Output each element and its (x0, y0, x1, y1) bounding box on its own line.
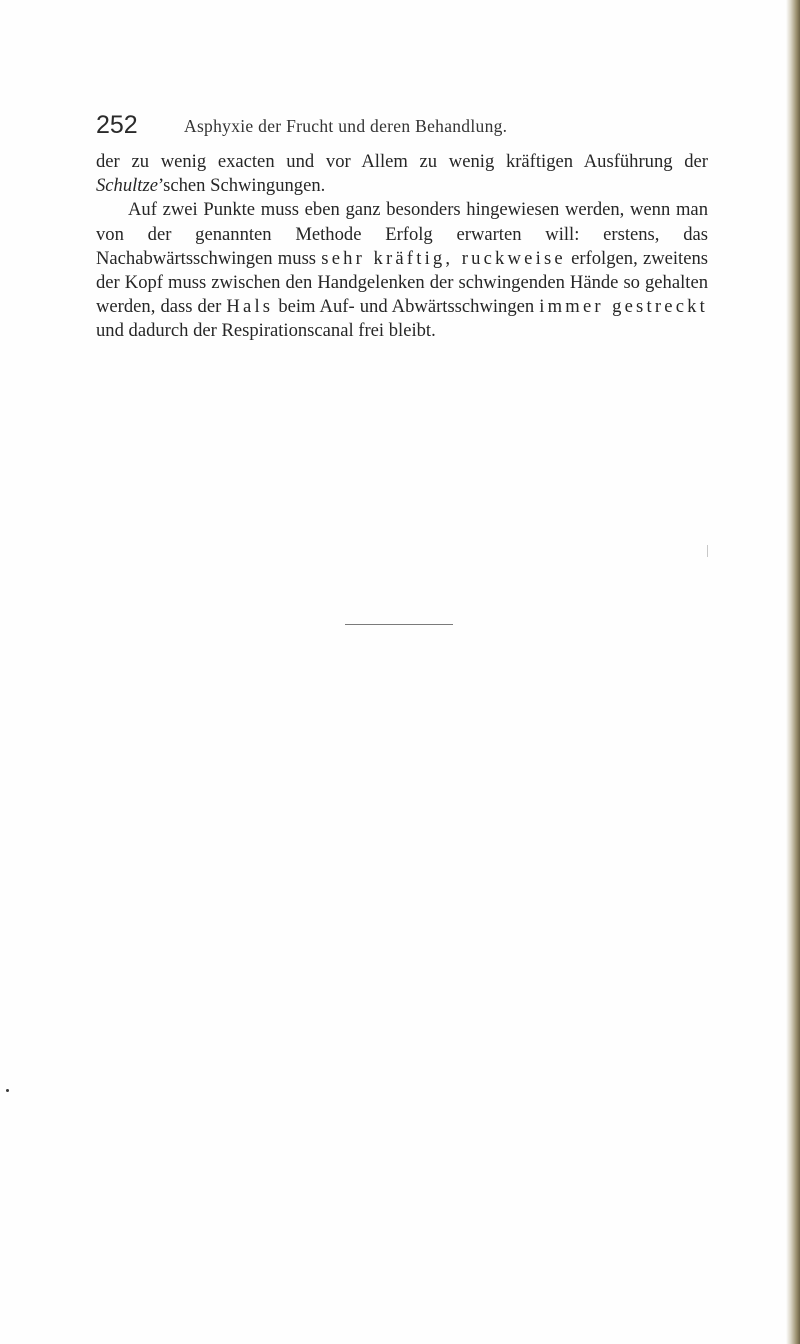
page-edge-shadow (786, 0, 800, 1344)
paragraph-text: der zu wenig exacten und vor Allem zu wenig kräftigen Ausführung der (96, 151, 708, 172)
paragraph-continued (96, 150, 708, 198)
paragraph (96, 198, 708, 343)
paragraph-text: beim Auf- und Abwärtsschwingen (273, 296, 540, 318)
scan-mark (707, 545, 710, 557)
emphasis-text: Hals (226, 296, 274, 318)
scan-speck (6, 1089, 9, 1092)
page-number: 252 (96, 111, 138, 139)
author-name: Schultze (96, 175, 158, 197)
running-head: Asphyxie der Frucht und deren Behandlung. (184, 116, 508, 136)
emphasis-text: immer gestreckt (539, 296, 709, 318)
page-header (96, 110, 716, 140)
paragraph-text: erfolgen, zweitens der Kopf muss zwischen den Handgelenken der schwingenden Hände so gehalten werden, dass der (96, 247, 708, 318)
body-text (96, 150, 708, 344)
paragraph-text: Auf zwei Punkte muss eben ganz besonders hingewiesen werden, wenn man von der genannten Methode Erfolg erwarten will: erstens, das Nachabwärtsschwingen muss (96, 199, 708, 269)
paragraph-text: und dadurch der Respirationscanal frei bleibt. (96, 320, 436, 342)
emphasis-text: sehr kräftig, ruckweise (321, 247, 566, 269)
paragraph-text: ’schen Schwingungen. (157, 175, 326, 197)
end-rule (345, 624, 453, 625)
